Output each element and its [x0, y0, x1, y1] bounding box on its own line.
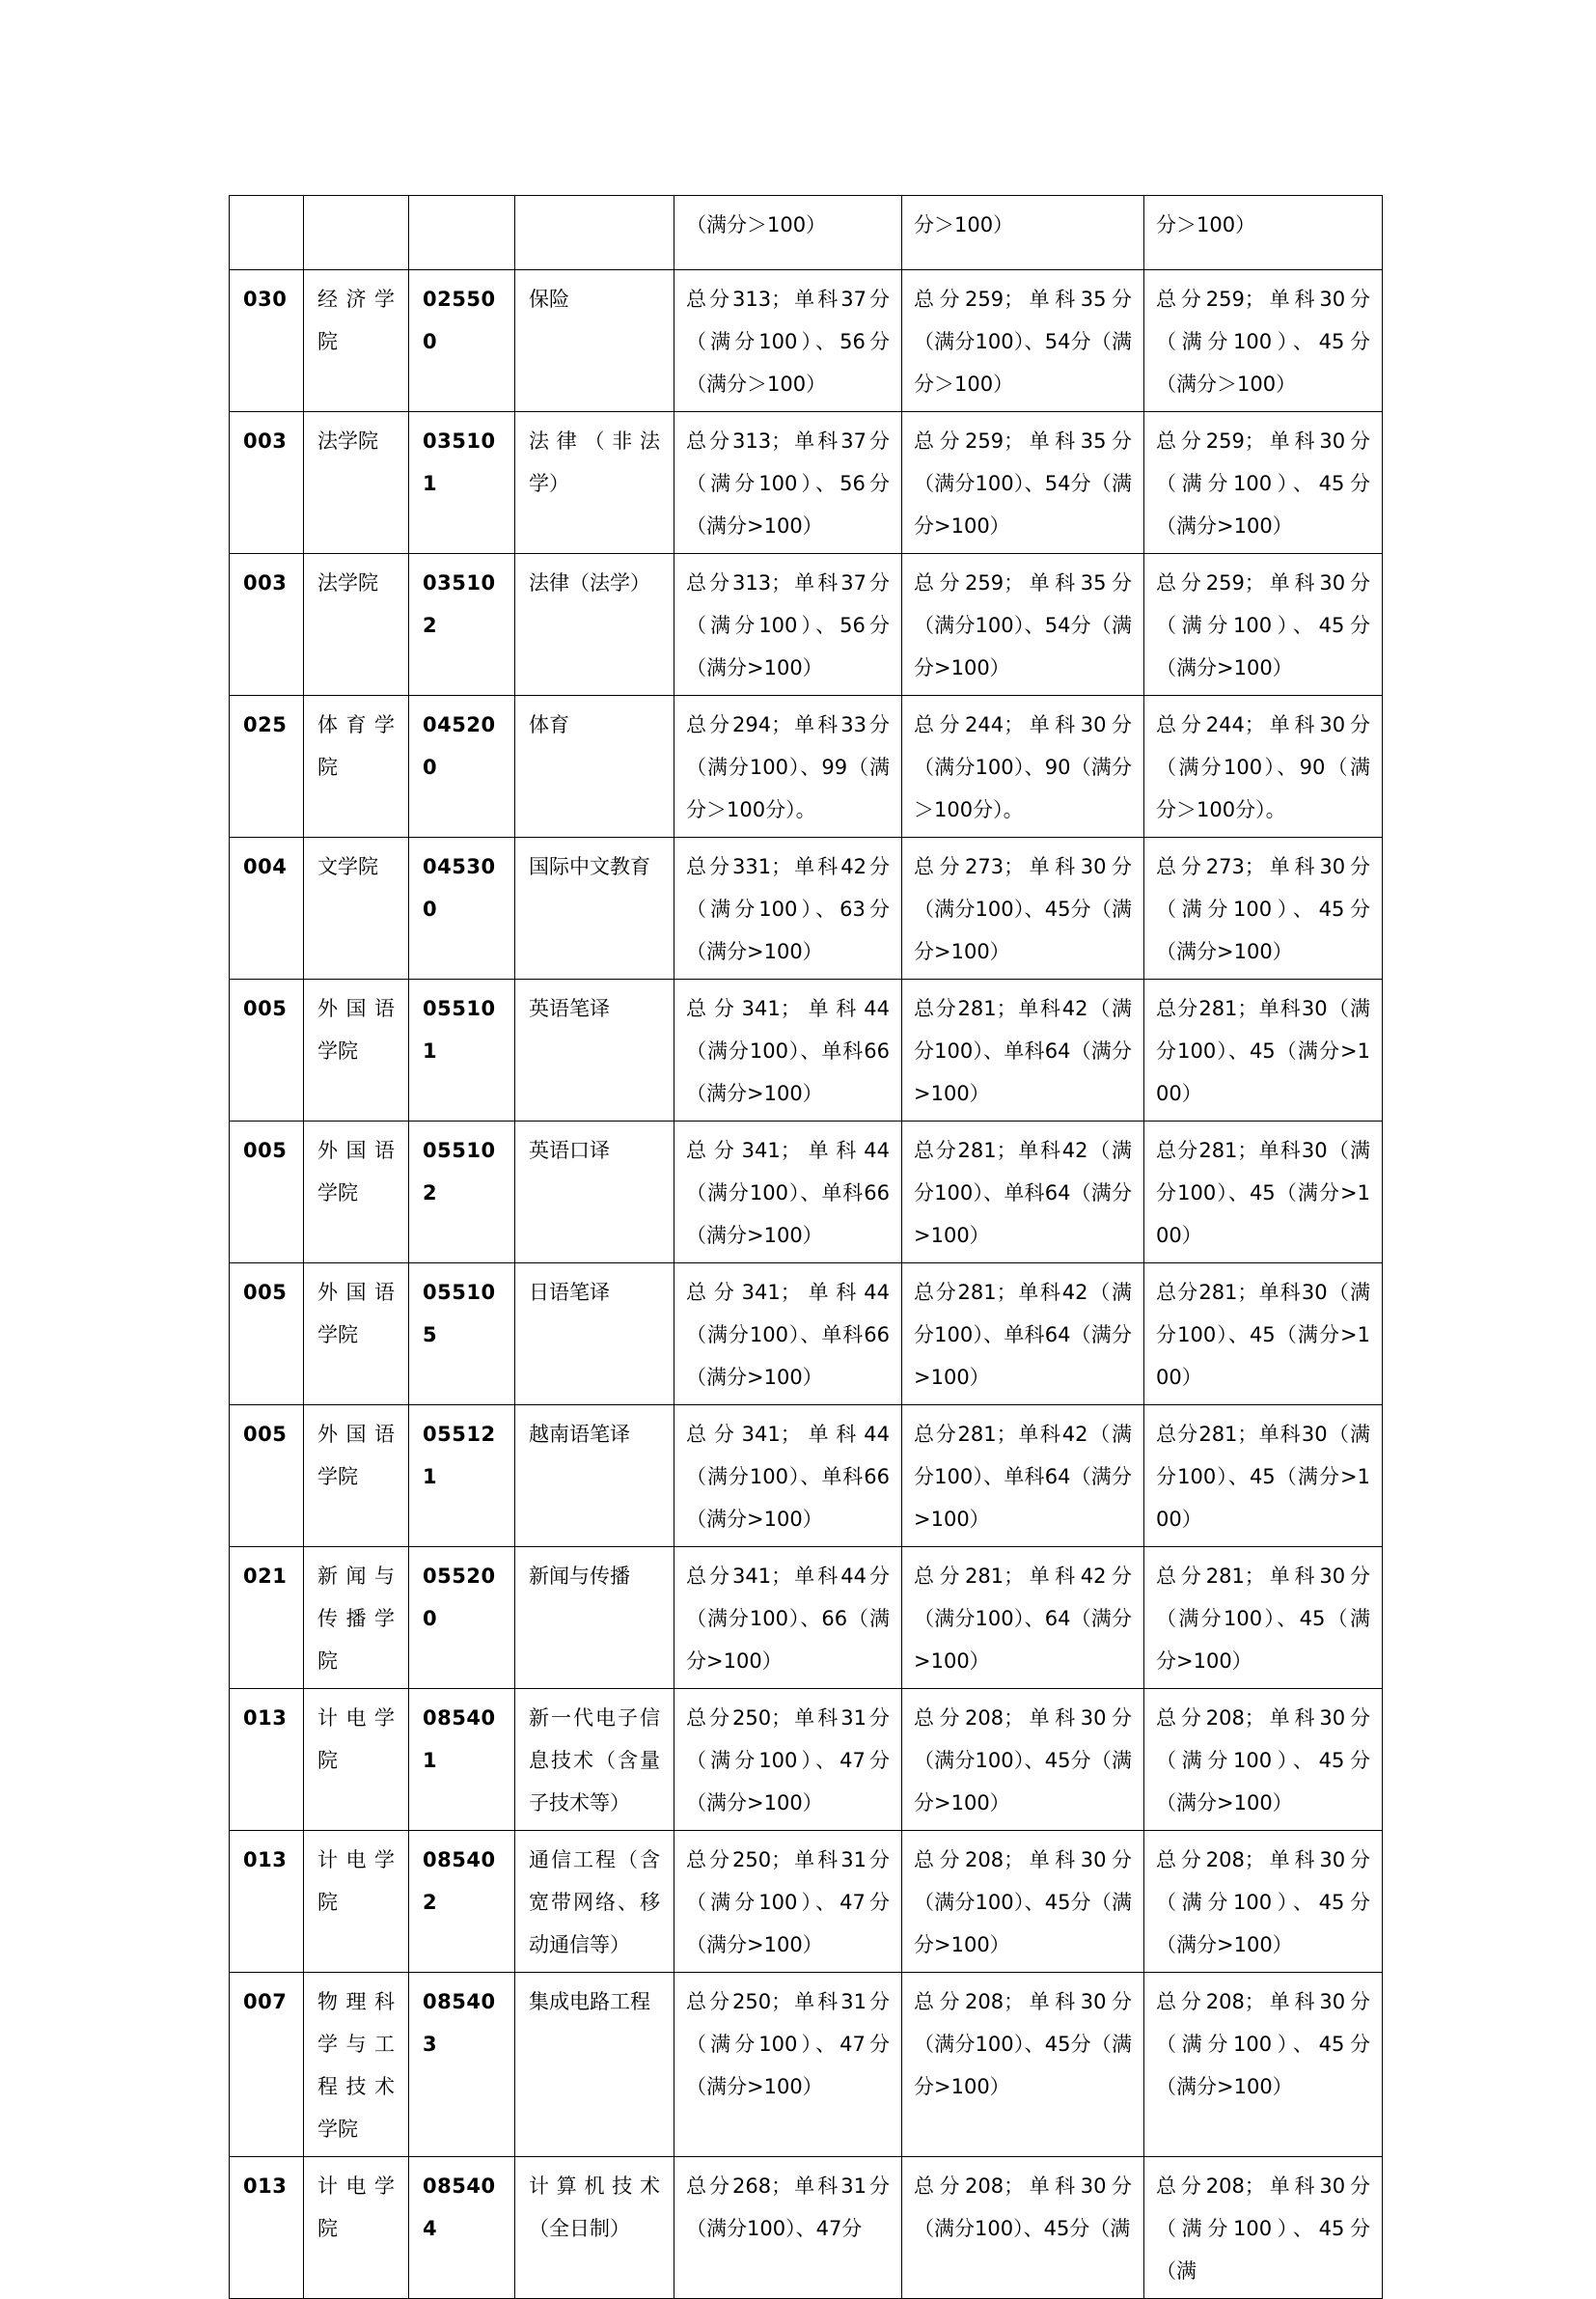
major-code-cell: 055105: [409, 1263, 515, 1405]
score-line-a-cell: 总分341；单科44（满分100）、单科66（满分>100）: [674, 1122, 902, 1263]
score-line-b-cell: 总分259；单科35分（满分100）、54分（满分＞100）: [902, 270, 1144, 412]
score-table: [229, 195, 1383, 2299]
unit-code-cell: 013: [230, 1831, 304, 1973]
score-line-a-cell: （满分＞100）: [674, 196, 902, 270]
score-line-b-cell: 总分281；单科42（满分100）、单科64（满分>100）: [902, 1405, 1144, 1547]
score-line-b-cell: 总分281；单科42（满分100）、单科64（满分>100）: [902, 1122, 1144, 1263]
school-cell: 计电学院: [304, 1831, 409, 1973]
major-code-cell: [409, 196, 515, 270]
score-line-b-cell: 总分259；单科35分（满分100）、54分（满分>100）: [902, 412, 1144, 554]
score-line-b-cell: 总分208；单科30分（满分100）、45分（满分>100）: [902, 1973, 1144, 2157]
school-cell: 法学院: [304, 412, 409, 554]
score-line-a-cell: 总分341；单科44（满分100）、单科66（满分>100）: [674, 1405, 902, 1547]
school-cell: 计电学院: [304, 1689, 409, 1831]
unit-code-cell: 025: [230, 696, 304, 838]
school-cell: 外国语学院: [304, 1122, 409, 1263]
table-row: [230, 412, 1383, 554]
school-cell: 计电学院: [304, 2157, 409, 2299]
school-cell: 外国语学院: [304, 980, 409, 1122]
score-line-b-cell: 总分281；单科42（满分100）、单科64（满分>100）: [902, 980, 1144, 1122]
score-line-a-cell: 总分331；单科42分（满分100）、63分（满分>100）: [674, 838, 902, 980]
score-line-a-cell: 总分294；单科33分（满分100）、99（满分＞100分）。: [674, 696, 902, 838]
table-row: [230, 696, 1383, 838]
major-cell: 新一代电子信息技术（含量子技术等）: [515, 1689, 674, 1831]
major-code-cell: 085403: [409, 1973, 515, 2157]
major-cell: 保险: [515, 270, 674, 412]
major-cell: 计算机技术（全日制）: [515, 2157, 674, 2299]
score-line-a-cell: 总分313；单科37分（满分100）、56分（满分＞100）: [674, 270, 902, 412]
major-code-cell: 025500: [409, 270, 515, 412]
major-code-cell: 045200: [409, 696, 515, 838]
score-line-c-cell: 总分208；单科30分（满分100）、45分（满分>100）: [1144, 1973, 1383, 2157]
school-cell: 外国语学院: [304, 1263, 409, 1405]
major-code-cell: 055121: [409, 1405, 515, 1547]
score-line-b-cell: 总分273；单科30分（满分100）、45分（满分>100）: [902, 838, 1144, 980]
score-line-c-cell: 总分281；单科30（满分100）、45（满分>100）: [1144, 1122, 1383, 1263]
major-code-cell: 055102: [409, 1122, 515, 1263]
score-line-c-cell: 总分208；单科30分（满分100）、45分（满分>100）: [1144, 1831, 1383, 1973]
score-line-a-cell: 总分313；单科37分（满分100）、56分（满分>100）: [674, 412, 902, 554]
score-line-b-cell: 总分281；单科42（满分100）、单科64（满分>100）: [902, 1263, 1144, 1405]
score-line-a-cell: 总分341；单科44分（满分100）、66（满分>100）: [674, 1547, 902, 1689]
unit-code-cell: 013: [230, 1689, 304, 1831]
school-cell: 外国语学院: [304, 1405, 409, 1547]
unit-code-cell: 005: [230, 1263, 304, 1405]
score-line-a-cell: 总分250；单科31分（满分100）、47分（满分>100）: [674, 1973, 902, 2157]
school-cell: 文学院: [304, 838, 409, 980]
major-code-cell: 055200: [409, 1547, 515, 1689]
major-code-cell: 055101: [409, 980, 515, 1122]
score-line-b-cell: 分＞100）: [902, 196, 1144, 270]
major-code-cell: 035102: [409, 554, 515, 696]
school-cell: 法学院: [304, 554, 409, 696]
score-line-b-cell: 总分259；单科35分（满分100）、54分（满分>100）: [902, 554, 1144, 696]
score-line-c-cell: 总分281；单科30分（满分100）、45（满分>100）: [1144, 1547, 1383, 1689]
major-cell: [515, 196, 674, 270]
score-line-c-cell: 分＞100）: [1144, 196, 1383, 270]
unit-code-cell: 005: [230, 980, 304, 1122]
unit-code-cell: 005: [230, 1122, 304, 1263]
major-cell: 集成电路工程: [515, 1973, 674, 2157]
score-line-c-cell: 总分281；单科30（满分100）、45（满分>100）: [1144, 1405, 1383, 1547]
major-code-cell: 085402: [409, 1831, 515, 1973]
major-code-cell: 045300: [409, 838, 515, 980]
score-line-c-cell: 总分208；单科30分（满分100）、45分（满: [1144, 2157, 1383, 2299]
table-row: [230, 1122, 1383, 1263]
score-line-c-cell: 总分259；单科30分（满分100）、45分（满分>100）: [1144, 554, 1383, 696]
table-row: [230, 1973, 1383, 2157]
score-line-c-cell: 总分208；单科30分（满分100）、45分（满分>100）: [1144, 1689, 1383, 1831]
major-cell: 体育: [515, 696, 674, 838]
score-line-b-cell: 总分281；单科42分（满分100）、64（满分>100）: [902, 1547, 1144, 1689]
score-line-c-cell: 总分259；单科30分（满分100）、45分（满分>100）: [1144, 412, 1383, 554]
score-line-a-cell: 总分341；单科44（满分100）、单科66（满分>100）: [674, 980, 902, 1122]
table-row: [230, 1831, 1383, 1973]
score-line-c-cell: 总分273；单科30分（满分100）、45分（满分>100）: [1144, 838, 1383, 980]
score-line-a-cell: 总分268；单科31分（满分100）、47分: [674, 2157, 902, 2299]
school-cell: 经济学院: [304, 270, 409, 412]
table-body: [230, 196, 1383, 2299]
unit-code-cell: 021: [230, 1547, 304, 1689]
unit-code-cell: 030: [230, 270, 304, 412]
school-cell: [304, 196, 409, 270]
score-line-c-cell: 总分244；单科30分（满分100）、90（满分＞100分）。: [1144, 696, 1383, 838]
table-row: [230, 1689, 1383, 1831]
major-code-cell: 085404: [409, 2157, 515, 2299]
score-line-b-cell: 总分208；单科30分（满分100）、45分（满分>100）: [902, 1831, 1144, 1973]
unit-code-cell: 003: [230, 554, 304, 696]
unit-code-cell: 007: [230, 1973, 304, 2157]
table-row: [230, 554, 1383, 696]
school-cell: 新闻与传播学院: [304, 1547, 409, 1689]
major-cell: 英语口译: [515, 1122, 674, 1263]
unit-code-cell: [230, 196, 304, 270]
major-code-cell: 035101: [409, 412, 515, 554]
unit-code-cell: 003: [230, 412, 304, 554]
table-row: [230, 1547, 1383, 1689]
major-cell: 法律（非法学）: [515, 412, 674, 554]
unit-code-cell: 005: [230, 1405, 304, 1547]
major-code-cell: 085401: [409, 1689, 515, 1831]
score-line-c-cell: 总分281；单科30（满分100）、45（满分>100）: [1144, 980, 1383, 1122]
table-row: [230, 1263, 1383, 1405]
score-line-b-cell: 总分208；单科30分（满分100）、45分（满: [902, 2157, 1144, 2299]
score-line-c-cell: 总分259；单科30分（满分100）、45分（满分＞100）: [1144, 270, 1383, 412]
school-cell: 物理科学与工程技术学院: [304, 1973, 409, 2157]
score-line-b-cell: 总分208；单科30分（满分100）、45分（满分>100）: [902, 1689, 1144, 1831]
major-cell: 通信工程（含宽带网络、移动通信等）: [515, 1831, 674, 1973]
score-line-a-cell: 总分313；单科37分（满分100）、56分（满分>100）: [674, 554, 902, 696]
score-line-c-cell: 总分281；单科30（满分100）、45（满分>100）: [1144, 1263, 1383, 1405]
unit-code-cell: 004: [230, 838, 304, 980]
school-cell: 体育学院: [304, 696, 409, 838]
table-row: [230, 1405, 1383, 1547]
major-cell: 法律（法学）: [515, 554, 674, 696]
major-cell: 日语笔译: [515, 1263, 674, 1405]
major-cell: 英语笔译: [515, 980, 674, 1122]
table-row: [230, 270, 1383, 412]
table-row: [230, 2157, 1383, 2299]
score-line-a-cell: 总分250；单科31分（满分100）、47分（满分>100）: [674, 1689, 902, 1831]
major-cell: 新闻与传播: [515, 1547, 674, 1689]
table-row: [230, 980, 1383, 1122]
major-cell: 越南语笔译: [515, 1405, 674, 1547]
table-row: [230, 838, 1383, 980]
score-line-a-cell: 总分250；单科31分（满分100）、47分（满分>100）: [674, 1831, 902, 1973]
table-row: [230, 196, 1383, 270]
score-line-a-cell: 总分341；单科44（满分100）、单科66（满分>100）: [674, 1263, 902, 1405]
score-line-b-cell: 总分244；单科30分（满分100）、90（满分＞100分）。: [902, 696, 1144, 838]
major-cell: 国际中文教育: [515, 838, 674, 980]
unit-code-cell: 013: [230, 2157, 304, 2299]
